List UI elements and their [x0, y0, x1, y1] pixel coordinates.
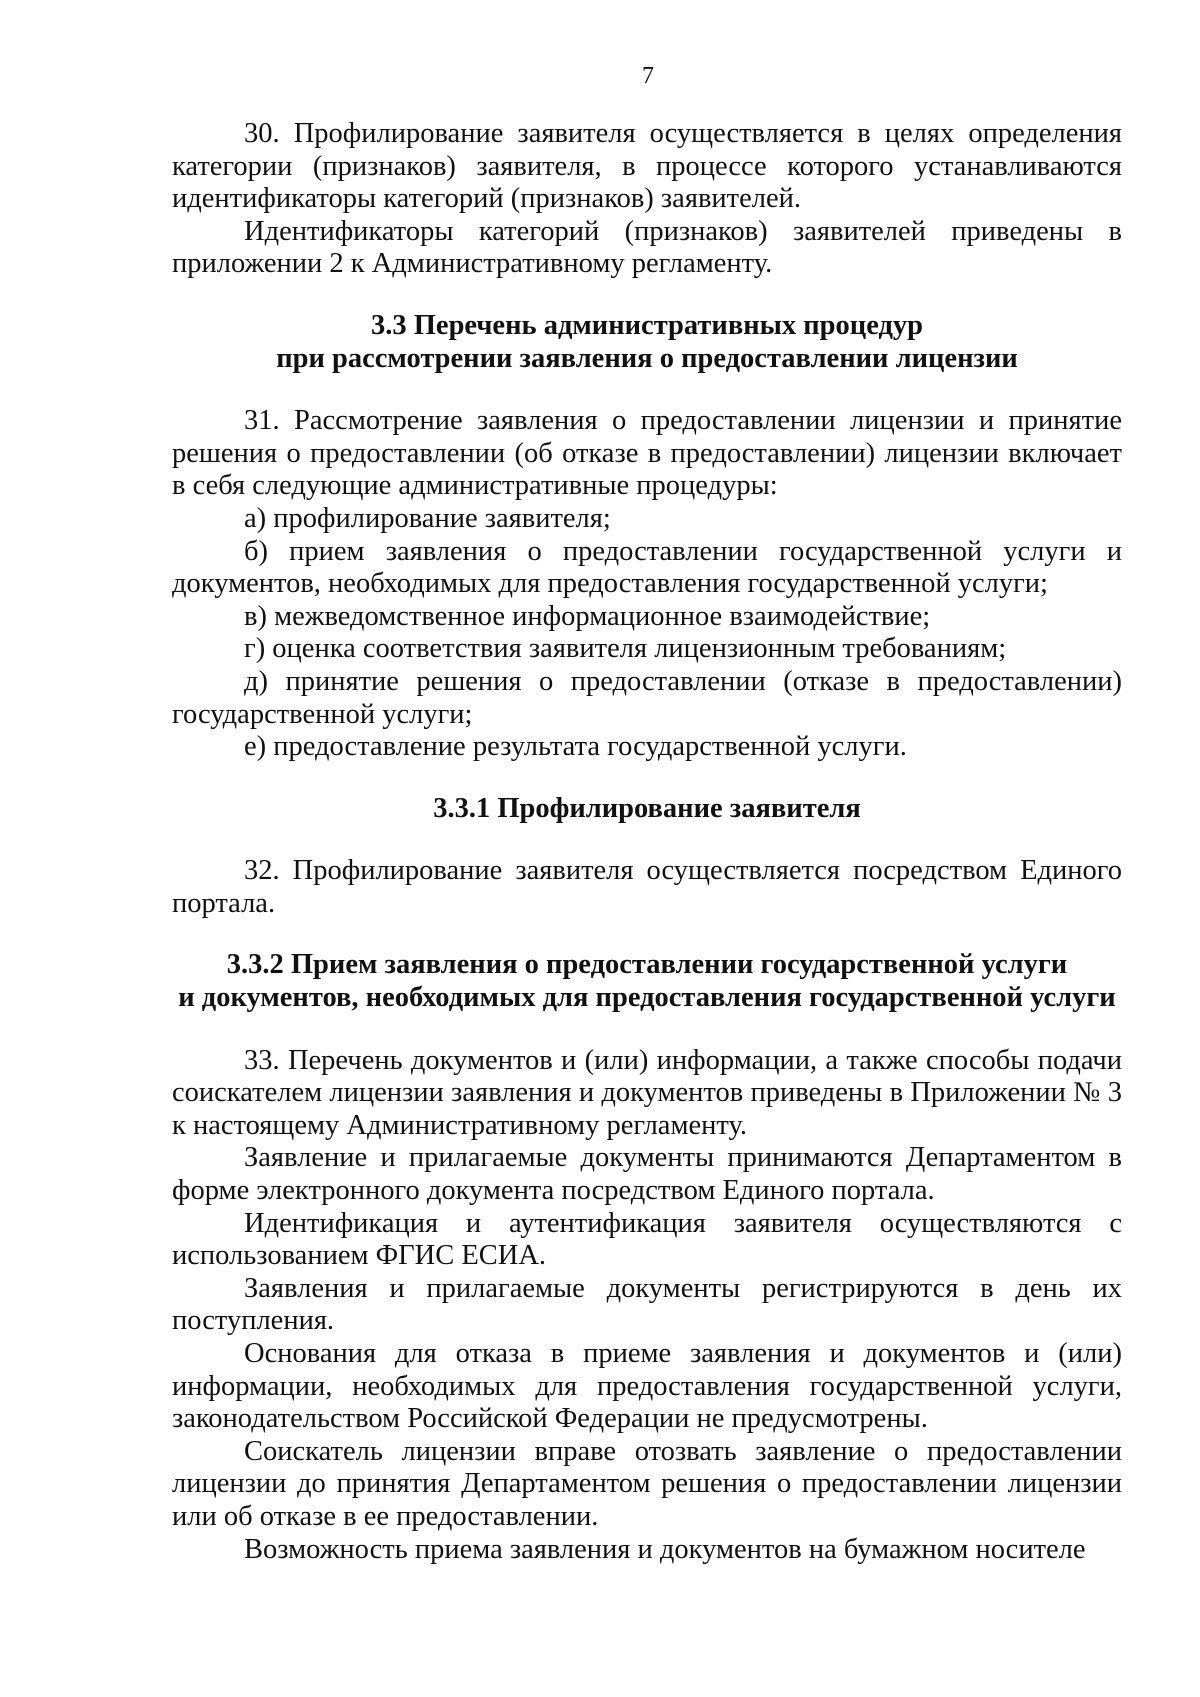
paragraph-33: 33. Перечень документов и (или) информации, а также способы подачи соискателем лицензии заявления и документов приведены в Приложении № 3 к настоящему Административному регламенту. [172, 1044, 1122, 1141]
list-item-b: б) прием заявления о предоставлении государственной услуги и документов, необходимых для предоставления государственной услуги; [172, 535, 1122, 600]
paragraph-31: 31. Рассмотрение заявления о предоставлении лицензии и принятие решения о предоставлении (об отказе в предоставлении) лицензии включает в себя следующие административные процедуры: [172, 405, 1122, 502]
list-item-e: е) предоставление результата государственной услуги. [244, 731, 907, 763]
section-heading-3-3-1 [172, 793, 1122, 826]
paragraph-registration: Заявления и прилагаемые документы регистрируются в день их поступления. [172, 1272, 1122, 1337]
list-item-v: в) межведомственное информационное взаимодействие; [244, 600, 931, 632]
heading-line: и документов, необходимых для предоставления государственной услуги [178, 982, 1116, 1014]
heading-line: 3.3 Перечень административных процедур [371, 309, 923, 341]
paragraph-30: 30. Профилирование заявителя осуществляется в целях определения категории (признаков) заявителя, в процессе которого устанавливаются идентификаторы категорий (признаков) заявителей. [172, 118, 1122, 215]
paragraph-identification: Идентификация и аутентификация заявителя осуществляются с использованием ФГИС ЕСИА. [172, 1207, 1122, 1272]
heading-line: 3.3.2 Прием заявления о предоставлении государственной услуги [226, 949, 1068, 981]
paragraph-32: 32. Профилирование заявителя осуществляется посредством Единого портала. [172, 855, 1122, 919]
list-item-d: д) принятие решения о предоставлении (отказе в предоставлении) государственной услуги; [172, 665, 1122, 730]
list-item-g: г) оценка соответствия заявителя лицензионным требованиям; [244, 633, 1007, 665]
page-number: 7 [642, 63, 654, 89]
document-page [172, 62, 1122, 1566]
list-item-a: а) профилирование заявителя; [244, 502, 611, 534]
paragraph-paper-submission: Возможность приема заявления и документов на бумажном носителе [244, 1533, 1086, 1565]
section-heading-3-3 [172, 310, 1122, 375]
heading-line: при рассмотрении заявления о предоставлении лицензии [276, 342, 1018, 374]
section-heading-3-3-2 [172, 949, 1122, 1014]
paragraph-identifiers: Идентификаторы категорий (признаков) заявителей приведены в приложении 2 к Административному регламенту. [172, 215, 1122, 280]
paragraph-withdrawal: Соискатель лицензии вправе отозвать заявление о предоставлении лицензии до принятия Департаментом решения о предоставлении лицензии или об отказе в ее предоставлении. [172, 1435, 1122, 1532]
paragraph-electronic-form: Заявление и прилагаемые документы принимаются Департаментом в форме электронного документа посредством Единого портала. [172, 1142, 1122, 1207]
heading-line: 3.3.1 Профилирование заявителя [433, 792, 861, 824]
paragraph-refusal-grounds: Основания для отказа в приеме заявления и документов и (или) информации, необходимых для предоставления государственной услуги, законодательством Российской Федерации не предусмотрены. [172, 1338, 1122, 1435]
